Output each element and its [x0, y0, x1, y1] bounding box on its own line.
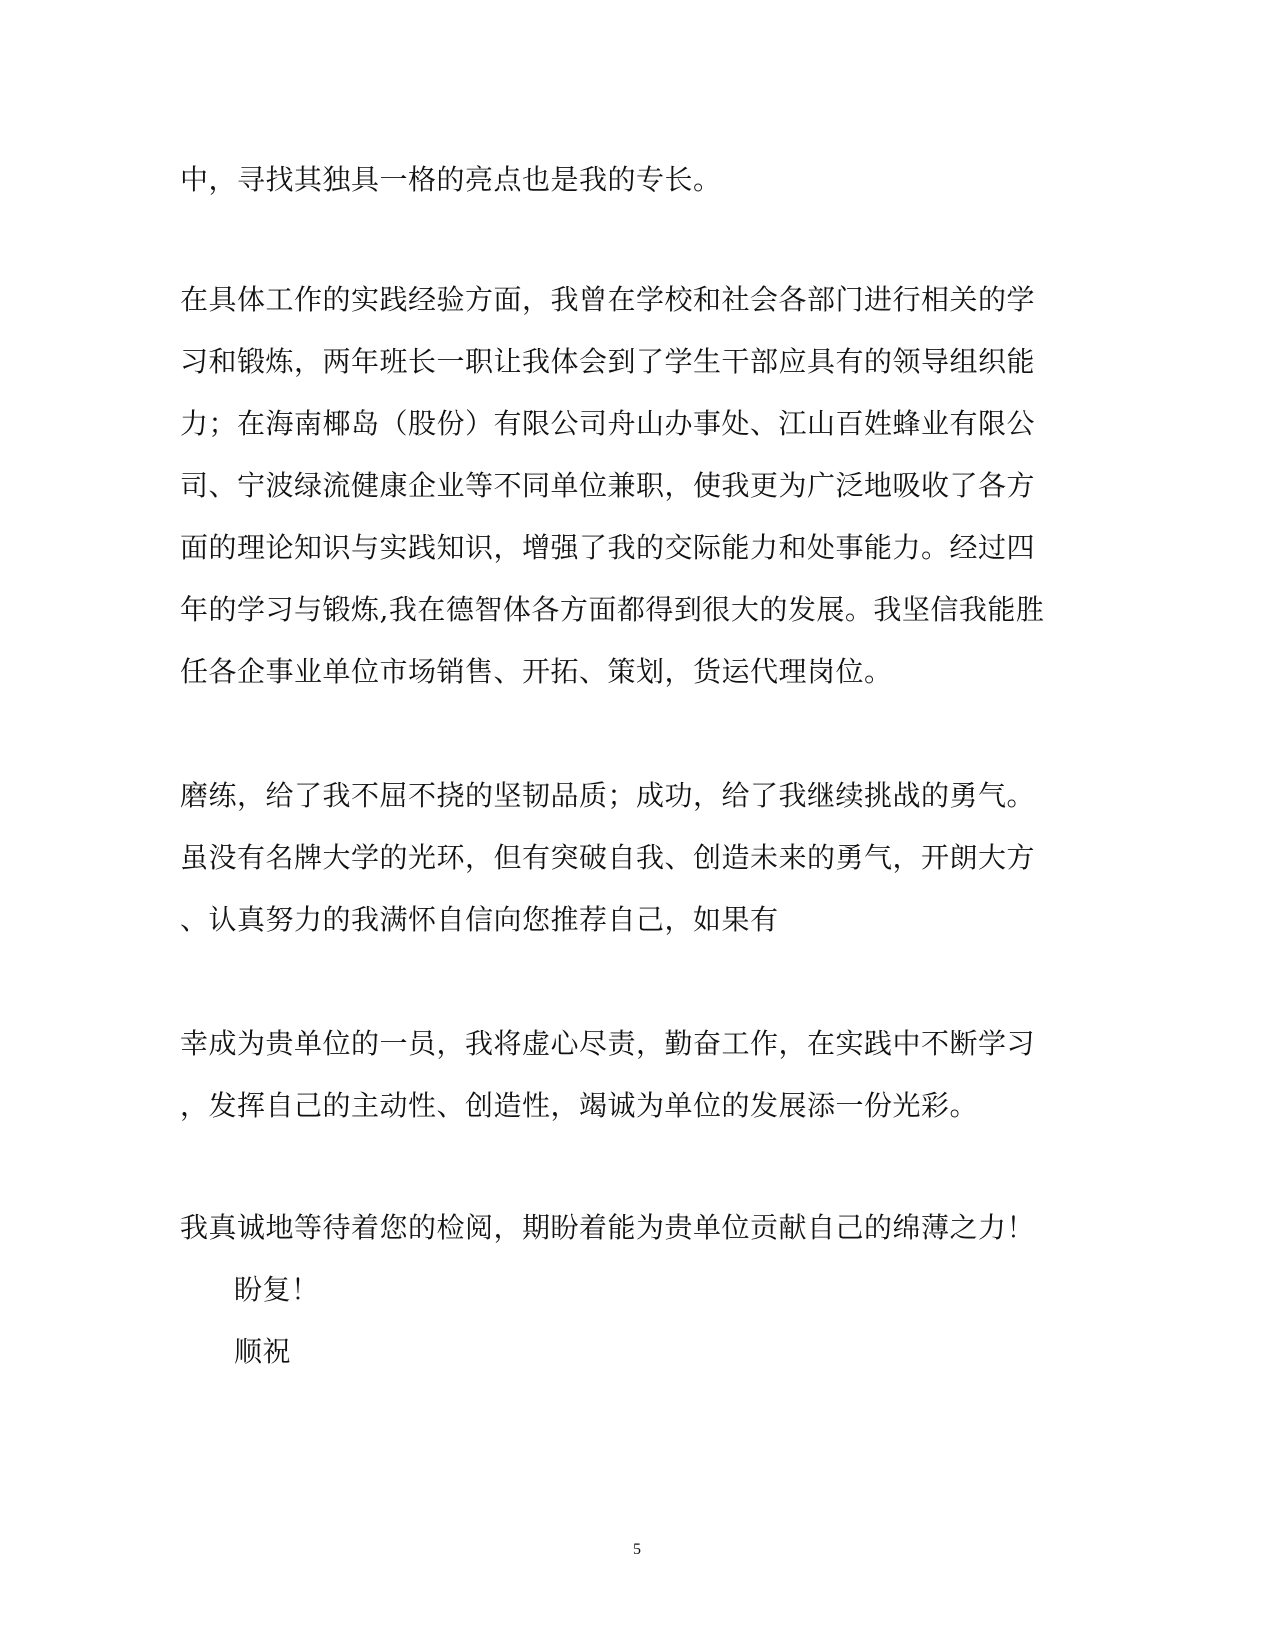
text-line: 司、宁波绿流健康企业等不同单位兼职，使我更为广泛地吸收了各方: [180, 469, 1036, 502]
text-line: 面的理论知识与实践知识，增强了我的交际能力和处事能力。经过四: [180, 531, 1036, 564]
closing-line: 盼复！: [234, 1273, 320, 1306]
text-line: 年的学习与锻炼,我在德智体各方面都得到很大的发展。我坚信我能胜: [180, 593, 1045, 626]
text-line: 虽没有名牌大学的光环，但有突破自我、创造未来的勇气，开朗大方: [180, 841, 1036, 874]
text-line: 在具体工作的实践经验方面，我曾在学校和社会各部门进行相关的学: [180, 283, 1036, 316]
text-line: 习和锻炼，两年班长一职让我体会到了学生干部应具有的领导组织能: [180, 345, 1036, 378]
text-line: 中，寻找其独具一格的亮点也是我的专长。: [180, 163, 722, 196]
text-line: ，发挥自己的主动性、创造性，竭诚为单位的发展添一份光彩。: [180, 1089, 979, 1122]
text-line: 力；在海南椰岛（股份）有限公司舟山办事处、江山百姓蜂业有限公: [180, 407, 1036, 440]
text-line: 任各企事业单位市场销售、开拓、策划，货运代理岗位。: [180, 655, 893, 688]
text-line: 幸成为贵单位的一员，我将虚心尽责，勤奋工作，在实践中不断学习: [180, 1027, 1036, 1060]
text-line: 我真诚地等待着您的检阅，期盼着能为贵单位贡献自己的绵薄之力！: [180, 1211, 1036, 1244]
text-line: 磨练，给了我不屈不挠的坚韧品质；成功，给了我继续挑战的勇气。: [180, 779, 1036, 812]
closing-line: 顺祝: [234, 1335, 292, 1368]
text-line: 、认真努力的我满怀自信向您推荐自己，如果有: [180, 903, 779, 936]
page-number: 5: [633, 1541, 641, 1558]
